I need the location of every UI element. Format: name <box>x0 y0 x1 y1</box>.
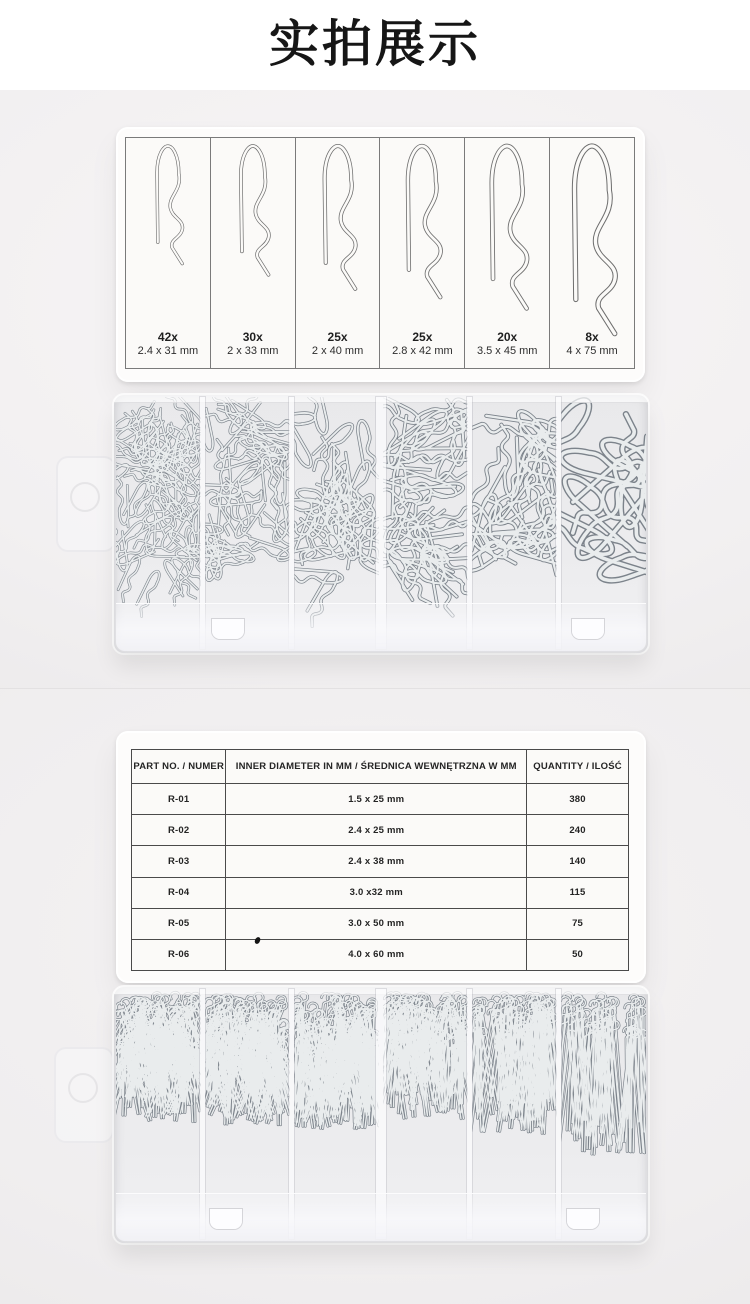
pin-size: 1.5 x 25 mm <box>226 784 527 815</box>
tray-front-wall <box>116 603 646 651</box>
cotterpin-tray <box>114 987 648 1243</box>
col-header-part: PART NO. / NUMER <box>132 750 226 784</box>
part-no: R-03 <box>132 846 226 877</box>
compartment-size: 2.4 x 31 mm <box>137 345 199 358</box>
spec-column-1 <box>126 138 210 368</box>
pin-qty: 380 <box>527 784 629 815</box>
part-no: R-01 <box>132 784 226 815</box>
compartment-size: 2 x 40 mm <box>311 345 364 358</box>
compartment-count: 25x <box>327 330 348 345</box>
photo-rclip-box <box>0 90 750 688</box>
pin-qty: 75 <box>527 908 629 939</box>
latch-tab <box>567 1209 599 1229</box>
compartment-count: 30x <box>242 330 263 345</box>
part-no: R-02 <box>132 815 226 846</box>
compartment-count: 25x <box>412 330 433 345</box>
pin-size: 2.4 x 25 mm <box>226 815 527 846</box>
pin-size: 3.0 x32 mm <box>226 877 527 908</box>
table-row <box>132 939 629 970</box>
col-header-size: INNER DIAMETER IN MM / ŚREDNICA WEWNĘTRZNA W MM <box>226 750 527 784</box>
latch-tab <box>572 619 604 639</box>
spec-column-4 <box>379 138 464 368</box>
table-row <box>132 784 629 815</box>
table-row <box>132 877 629 908</box>
spec-column-6 <box>549 138 634 368</box>
rclip-drawing-icon <box>380 138 464 334</box>
rclip-drawing-icon <box>465 138 549 334</box>
col-header-qty: QUANTITY / ILOŚĆ <box>527 750 629 784</box>
compartment-size: 2 x 33 mm <box>227 345 279 358</box>
rclip-drawing-icon <box>126 138 210 334</box>
compartment-size: 3.5 x 45 mm <box>476 345 538 358</box>
pin-size: 2.4 x 38 mm <box>226 846 527 877</box>
cotterpin-box-lid <box>116 731 646 983</box>
part-no: R-05 <box>132 908 226 939</box>
spec-column-2 <box>210 138 295 368</box>
compartment-count: 42x <box>157 330 178 345</box>
pin-size: 3.0 x 50 mm <box>226 908 527 939</box>
spec-column-3 <box>295 138 380 368</box>
compartment-size: 2.8 x 42 mm <box>392 345 453 358</box>
photo-cotterpin-box <box>0 688 750 1304</box>
rclip-spec-card <box>125 137 635 369</box>
table-row <box>132 908 629 939</box>
rclip-drawing-icon <box>296 138 380 334</box>
pin-qty: 115 <box>527 877 629 908</box>
rclip-drawing-icon <box>211 138 295 334</box>
pin-size: 4.0 x 60 mm <box>226 939 527 970</box>
part-no: R-06 <box>132 939 226 970</box>
latch-tab <box>210 1209 242 1229</box>
hanger-tab <box>58 458 114 550</box>
rclip-drawing-icon <box>550 138 634 334</box>
pin-qty: 240 <box>527 815 629 846</box>
spec-column-5 <box>464 138 549 368</box>
latch-tab <box>212 619 244 639</box>
cotterpin-spec-table <box>131 749 629 971</box>
pin-qty: 50 <box>527 939 629 970</box>
pin-qty: 140 <box>527 846 629 877</box>
rclip-tray <box>114 395 648 653</box>
hanger-tab <box>56 1049 112 1141</box>
table-row <box>132 815 629 846</box>
page-title: 实拍展示 <box>269 16 481 72</box>
table-row <box>132 846 629 877</box>
part-no: R-04 <box>132 877 226 908</box>
compartment-size: 4 x 75 mm <box>566 345 618 358</box>
compartment-count: 20x <box>497 330 518 345</box>
rclip-box-lid <box>116 127 645 382</box>
compartment-count: 8x <box>585 330 599 345</box>
